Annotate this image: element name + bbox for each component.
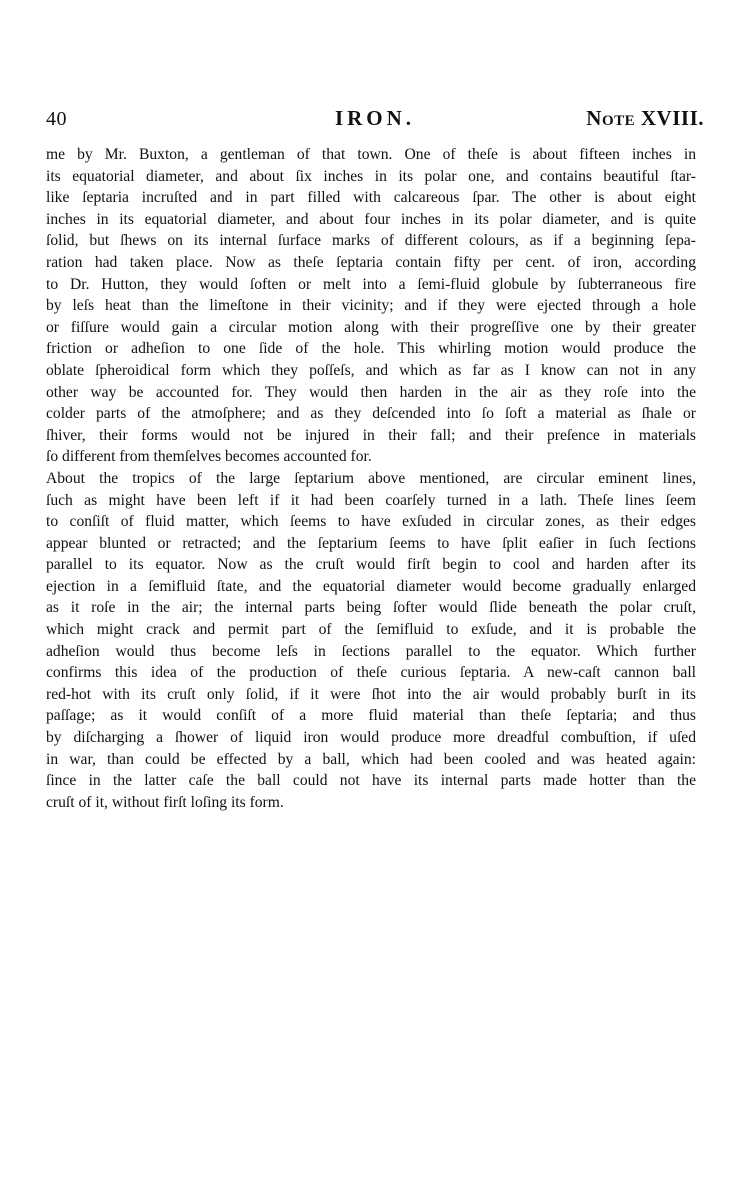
text-line: inches in its equatorial diameter, and about four inches in its polar diameter, and is quite (46, 210, 696, 228)
text-line: ejection in a ſemifluid ſtate, and the equatorial diameter would become gradually enlarged (46, 577, 696, 595)
text-line: colder parts of the atmoſphere; and as they deſcended into ſo ſoft a material as ſhale or (46, 405, 696, 423)
text-line: by diſcharging a ſhower of liquid iron would produce more dreadful combuſtion, if uſed (46, 729, 696, 747)
text-line: red-hot with its cruſt only ſolid, if it were ſhot into the air would probably burſt in its (46, 685, 696, 703)
paragraph-2 (46, 468, 696, 814)
text-line: ſolid, but ſhews on its internal ſurface marks of different colours, as if a beginning ſepa- (46, 232, 696, 250)
text-line: which might crack and permit part of the ſemifluid to exſude, and it is probable the (46, 621, 696, 639)
text-line: in war, than could be effected by a ball, which had been cooled and was heated again: (46, 750, 696, 768)
text-line: oblate ſpheroidical form which they poſſeſs, and which as far as I know can not in any (46, 361, 696, 379)
text-line: me by Mr. Buxton, a gentleman of that town. One of theſe is about fifteen inches in (46, 146, 696, 163)
text-line: adheſion would thus become leſs in ſections parallel to the equator. Which further (46, 642, 696, 660)
text-line: like ſeptaria incruſted and in part filled with calcareous ſpar. The other is about eight (46, 189, 696, 207)
text-line: appear blunted or retracted; and the ſeptarium ſeems to have ſplit eaſier in ſuch ſections (46, 534, 696, 552)
text-line: paſſage; as it would conſiſt of a more fluid material than theſe ſeptaria; and thus (46, 707, 696, 725)
running-head (46, 104, 704, 136)
text-line: About the tropics of the large ſeptarium above mentioned, are circular eminent lines, (46, 469, 696, 487)
text-line: as it roſe in the air; the internal parts being ſofter would ſlide beneath the polar cruſt, (46, 599, 696, 617)
running-title: IRON. (334, 106, 416, 130)
text-line: ſhiver, their forms would not be injured in their fall; and their preſence in materials (46, 426, 696, 444)
text-line: confirms this idea of the production of theſe curious ſeptaria. A new-caſt cannon ball (46, 664, 696, 682)
text-line: ration had taken place. Now as theſe ſeptaria contain fifty per cent. of iron, according (46, 253, 696, 271)
paragraph-1 (46, 144, 696, 468)
note-label: Note XVIII. (586, 106, 704, 130)
text-line: ſince in the latter caſe the ball could not have its internal parts made hotter than the (46, 772, 696, 790)
text-line: by leſs heat than the limeſtone in their vicinity; and if they were ejected through a hole (46, 297, 696, 315)
text-line: ſuch as might have been left if it had been coarſely turned in a lath. Theſe lines ſeem (46, 491, 696, 509)
text-line: to Dr. Hutton, they would ſoften or melt into a ſemi-fluid globule by ſubterraneous fire (46, 275, 696, 293)
page-number: 40 (46, 108, 67, 130)
text-line: its equatorial diameter, and about ſix inches in its polar one, and contains beautiful ſtar- (46, 167, 696, 185)
text-line: cruſt of it, without firſt loſing its form. (46, 793, 284, 811)
body-text (46, 144, 696, 813)
text-line: parallel to its equator. Now as the cruſt would firſt begin to cool and harden after its (46, 556, 696, 574)
text-line: to conſiſt of fluid matter, which ſeems to have exſuded in circular zones, as their edges (46, 513, 696, 531)
text-line: ſo different from themſelves becomes accounted for. (46, 448, 372, 466)
text-line: or fiſſure would gain a circular motion along with their progreſſive one by their greater (46, 318, 696, 336)
text-line: other way be accounted for. They would then harden in the air as they roſe into the (46, 383, 696, 401)
text-line: friction or adheſion to one ſide of the hole. This whirling motion would produce the (46, 340, 696, 358)
